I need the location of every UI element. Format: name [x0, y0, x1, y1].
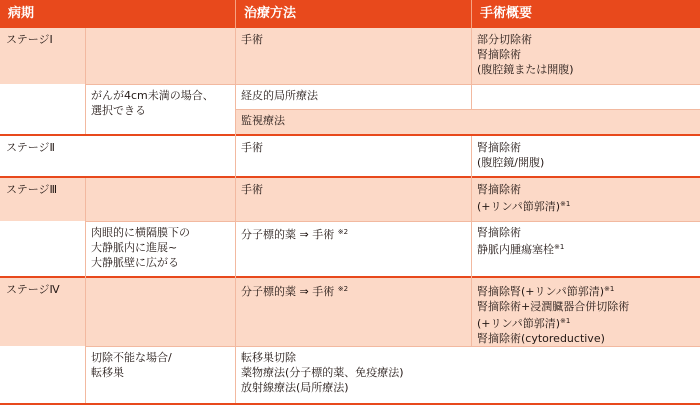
stage-3-sub-method: [235, 221, 471, 276]
stage-1-sub-blank: [0, 84, 85, 134]
grid-line: [471, 136, 472, 346]
grid-line: [85, 178, 86, 405]
stage-1-method-percutaneous: 経皮的局所療法: [235, 84, 700, 109]
stage-4-summary-line: [477, 282, 694, 299]
stage-1-blank: [85, 28, 235, 84]
stage-4-summary-l1-note: ※1: [604, 285, 615, 293]
grid-line: [85, 28, 86, 134]
grid-line: [85, 221, 700, 222]
stage-3-summary: [471, 178, 700, 221]
header-stage: 病期: [0, 0, 235, 28]
stage-1-method-surveillance: 監視療法: [235, 109, 700, 134]
stage-1-label: ステージⅠ: [0, 28, 85, 84]
stage-4-method-note: ※2: [337, 285, 349, 293]
stage-4-summary-l3-note: ※1: [560, 317, 571, 325]
header-summary: 手術概要: [471, 0, 700, 28]
header-method: 治療方法: [235, 0, 471, 28]
stage-4-summary: [471, 278, 700, 346]
stage-3-sub-summary: [471, 221, 700, 276]
stage-4-method: [235, 278, 471, 346]
stage-3-blank: [85, 178, 235, 221]
row-divider: [0, 403, 700, 405]
stage-4-summary-l3: (+リンパ節郭清): [477, 317, 561, 330]
stage-4-summary-line: 腎摘除術(cytoreductive): [477, 332, 605, 345]
stage-4-sub-blank: [0, 346, 85, 405]
stage-4-summary-l1: 腎摘除腎(+リンパ節郭清): [477, 285, 605, 298]
stage-2-summary: 腎摘除術 (腹腔鏡/開腹): [471, 136, 700, 176]
grid-line: [471, 28, 472, 109]
grid-line: [235, 109, 700, 110]
stage-4-blank: [85, 278, 235, 346]
grid-line: [85, 346, 700, 347]
stage-4-label: ステージⅣ: [0, 278, 85, 346]
stage-1-condition: がんが4cm未満の場合、 選択できる: [85, 84, 235, 134]
stage-3-sub-blank: [0, 221, 85, 276]
stage-3-sub-method-note: ※2: [337, 228, 349, 236]
stage-2-method: 手術: [235, 136, 471, 176]
stage-3-method: 手術: [235, 178, 471, 221]
stage-4-summary-line: [477, 314, 694, 331]
stage-4-summary-line: 腎摘除術+浸潤臓器合併切除術: [477, 300, 630, 313]
stage-4-sub-method: 転移巣切除 薬物療法(分子標的薬、免疫療法) 放射線療法(局所療法): [235, 346, 700, 405]
stage-3-summary-note: ※1: [560, 200, 571, 208]
stage-2-label: ステージⅡ: [0, 136, 235, 176]
stage-3-sub-summary-text: 腎摘除術 静脈内腫瘍塞栓: [477, 226, 554, 256]
stage-4-method-text: 分子標的薬 ⇒ 手術: [241, 285, 335, 298]
stage-4-condition: 切除不能な場合/ 転移巣: [85, 346, 235, 405]
stage-1-method: 手術: [235, 28, 471, 84]
stage-3-sub-method-text: 分子標的薬 ⇒ 手術: [241, 228, 335, 241]
stage-3-summary-text: 腎摘除術 (+リンパ節郭清): [477, 183, 561, 213]
stage-3-label: ステージⅢ: [0, 178, 85, 221]
stage-3-sub-summary-note: ※1: [554, 243, 565, 251]
grid-line: [85, 84, 700, 85]
stage-1-summary: 部分切除術 腎摘除術 (腹腔鏡または開腹): [471, 28, 700, 84]
stage-3-condition: 肉眼的に横隔膜下の 大静脈内に進展~ 大静脈壁に広がる: [85, 221, 235, 276]
